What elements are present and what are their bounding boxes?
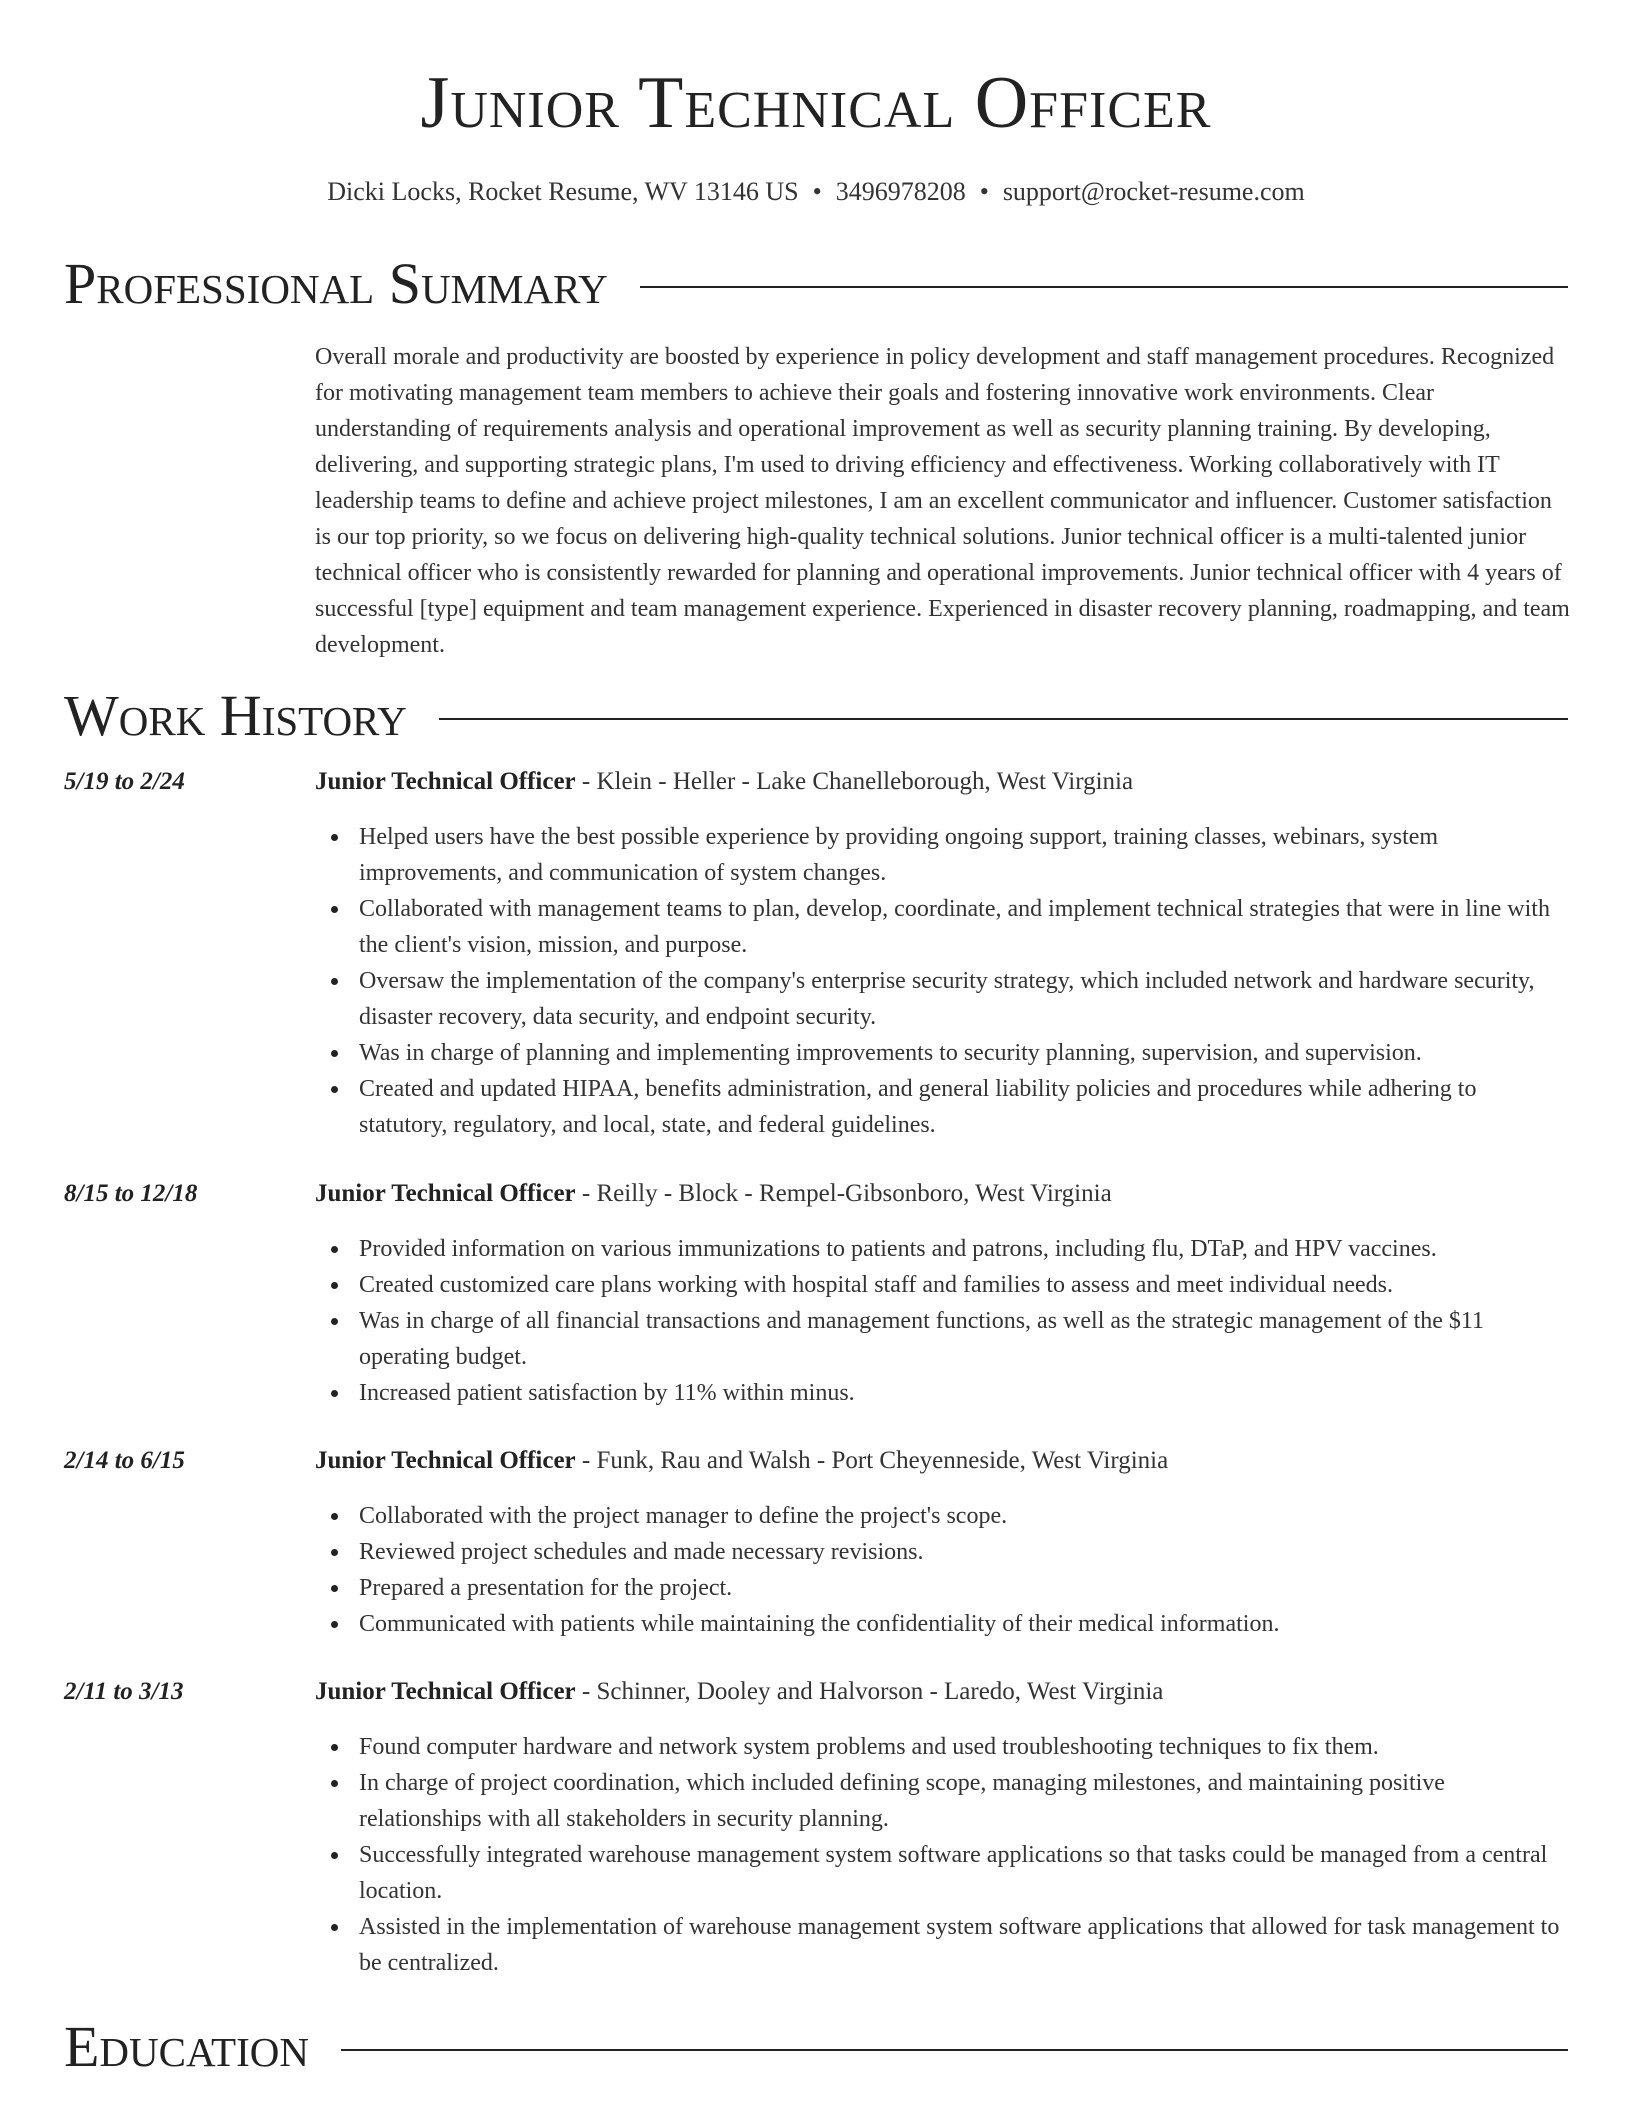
job-bullet: Collaborated with management teams to plan, develop, coordinate, and implement technical strategies that were in line with the client's vision, mission, and purpose.	[359, 891, 1570, 963]
job-dates: 2/14 to 6/15	[64, 1447, 185, 1474]
section-heading-work-history	[64, 684, 1568, 748]
bullet-dot	[331, 1086, 338, 1093]
job-employer-location: - Funk, Rau and Walsh - Port Cheyenneside, West Virginia	[575, 1447, 1169, 1474]
job-dates: 8/15 to 12/18	[64, 1180, 198, 1207]
job-dates: 5/19 to 2/24	[64, 768, 185, 795]
job-bullet: Helped users have the best possible experience by providing ongoing support, training classes, webinars, system improvements, and communication of system changes.	[359, 819, 1570, 891]
bullet-dot	[331, 1390, 338, 1397]
job-title: Junior Technical Officer	[315, 1447, 576, 1474]
job-bullet: Communicated with patients while maintaining the confidentiality of their medical information.	[359, 1606, 1570, 1642]
job-heading	[315, 765, 1133, 799]
job-bullet-list	[315, 819, 1570, 1143]
job-employer-location: - Klein - Heller - Lake Chanelleborough, West Virginia	[575, 768, 1134, 795]
job-bullet: Oversaw the implementation of the company's enterprise security strategy, which included network and hardware security, disaster recovery, data security, and endpoint security.	[359, 963, 1570, 1035]
job-bullet: Assisted in the implementation of warehouse management system software applications that allowed for task management to be centralized.	[359, 1909, 1570, 1981]
contact-separator: •	[812, 177, 822, 206]
job-bullet: Was in charge of planning and implementing improvements to security planning, supervision, and supervision.	[359, 1035, 1570, 1071]
bullet-dot	[331, 834, 338, 841]
job-bullet: In charge of project coordination, which included defining scope, managing milestones, and maintaining positive relationships with all stakeholders in security planning.	[359, 1765, 1570, 1837]
bullet-dot	[331, 1924, 338, 1931]
section-divider	[341, 2049, 1568, 2051]
bullet-dot	[331, 1318, 338, 1325]
section-heading-label: Education	[64, 2014, 309, 2079]
contact-separator: •	[979, 177, 989, 206]
job-bullet: Provided information on various immunizations to patients and patrons, including flu, DTaP, and HPV vaccines.	[359, 1231, 1570, 1267]
section-divider	[439, 718, 1568, 720]
bullet-dot	[331, 1513, 338, 1520]
job-heading	[315, 1675, 1163, 1709]
section-divider	[640, 286, 1568, 288]
job-bullet: Increased patient satisfaction by 11% within minus.	[359, 1375, 1570, 1411]
job-title: Junior Technical Officer	[315, 768, 576, 795]
professional-summary-text: Overall morale and productivity are boosted by experience in policy development and staff management procedures. Recognized for motivating management team members to achieve their goals and fostering innovative work environments. Clear understanding of requirements analysis and operational improvement as well as security planning training. By developing, delivering, and supporting strategic plans, I'm used to driving efficiency and effectiveness. Working collaboratively with IT leadership teams to define and achieve project milestones, I am an excellent communicator and influencer. Customer satisfaction is our top priority, so we focus on delivering high-quality technical solutions. Junior technical officer is a multi-talented junior technical officer who is consistently rewarded for planning and operational improvements. Junior technical officer with 4 years of successful [type] equipment and team management experience. Experienced in disaster recovery planning, roadmapping, and team development.	[315, 344, 1570, 658]
bullet-dot	[331, 1282, 338, 1289]
bullet-dot	[331, 1549, 338, 1556]
job-title: Junior Technical Officer	[315, 1180, 576, 1207]
bullet-dot	[331, 1246, 338, 1253]
job-bullet-list	[315, 1231, 1570, 1411]
job-dates: 2/11 to 3/13	[64, 1678, 184, 1705]
job-bullet: Collaborated with the project manager to define the project's scope.	[359, 1498, 1570, 1534]
section-heading-education	[64, 2015, 1568, 2079]
job-bullet-list	[315, 1498, 1570, 1642]
job-bullet: Created and updated HIPAA, benefits administration, and general liability policies and procedures while adhering to statutory, regulatory, and local, state, and federal guidelines.	[359, 1071, 1570, 1143]
bullet-dot	[331, 1780, 338, 1787]
section-heading-professional-summary	[64, 252, 1568, 316]
job-bullet: Prepared a presentation for the project.	[359, 1570, 1570, 1606]
bullet-dot	[331, 906, 338, 913]
contact-phone: 3496978208	[835, 177, 966, 206]
job-bullet: Found computer hardware and network system problems and used troubleshooting techniques to fix them.	[359, 1729, 1570, 1765]
job-employer-location: - Schinner, Dooley and Halvorson - Laredo, West Virginia	[575, 1678, 1164, 1705]
contact-address: Dicki Locks, Rocket Resume, WV 13146 US	[327, 177, 799, 206]
job-bullet: Was in charge of all financial transactions and management functions, as well as the strategic management of the $11 operating budget.	[359, 1303, 1570, 1375]
job-heading	[315, 1177, 1112, 1211]
job-bullet: Created customized care plans working with hospital staff and families to assess and meet individual needs.	[359, 1267, 1570, 1303]
job-heading	[315, 1444, 1168, 1478]
bullet-dot	[331, 1744, 338, 1751]
bullet-dot	[331, 1050, 338, 1057]
bullet-dot	[331, 1585, 338, 1592]
bullet-dot	[331, 978, 338, 985]
contact-line	[0, 175, 1632, 209]
contact-email: support@rocket-resume.com	[1002, 177, 1305, 206]
section-heading-label: Professional Summary	[64, 251, 608, 316]
job-bullet: Reviewed project schedules and made necessary revisions.	[359, 1534, 1570, 1570]
job-bullet-list	[315, 1729, 1570, 1981]
bullet-dot	[331, 1621, 338, 1628]
bullet-dot	[331, 1852, 338, 1859]
job-title: Junior Technical Officer	[315, 1678, 576, 1705]
job-employer-location: - Reilly - Block - Rempel-Gibsonboro, West Virginia	[575, 1180, 1112, 1207]
job-bullet: Successfully integrated warehouse management system software applications so that tasks could be managed from a central location.	[359, 1837, 1570, 1909]
resume-title: Junior Technical Officer	[420, 62, 1212, 144]
section-heading-label: Work History	[64, 683, 407, 748]
